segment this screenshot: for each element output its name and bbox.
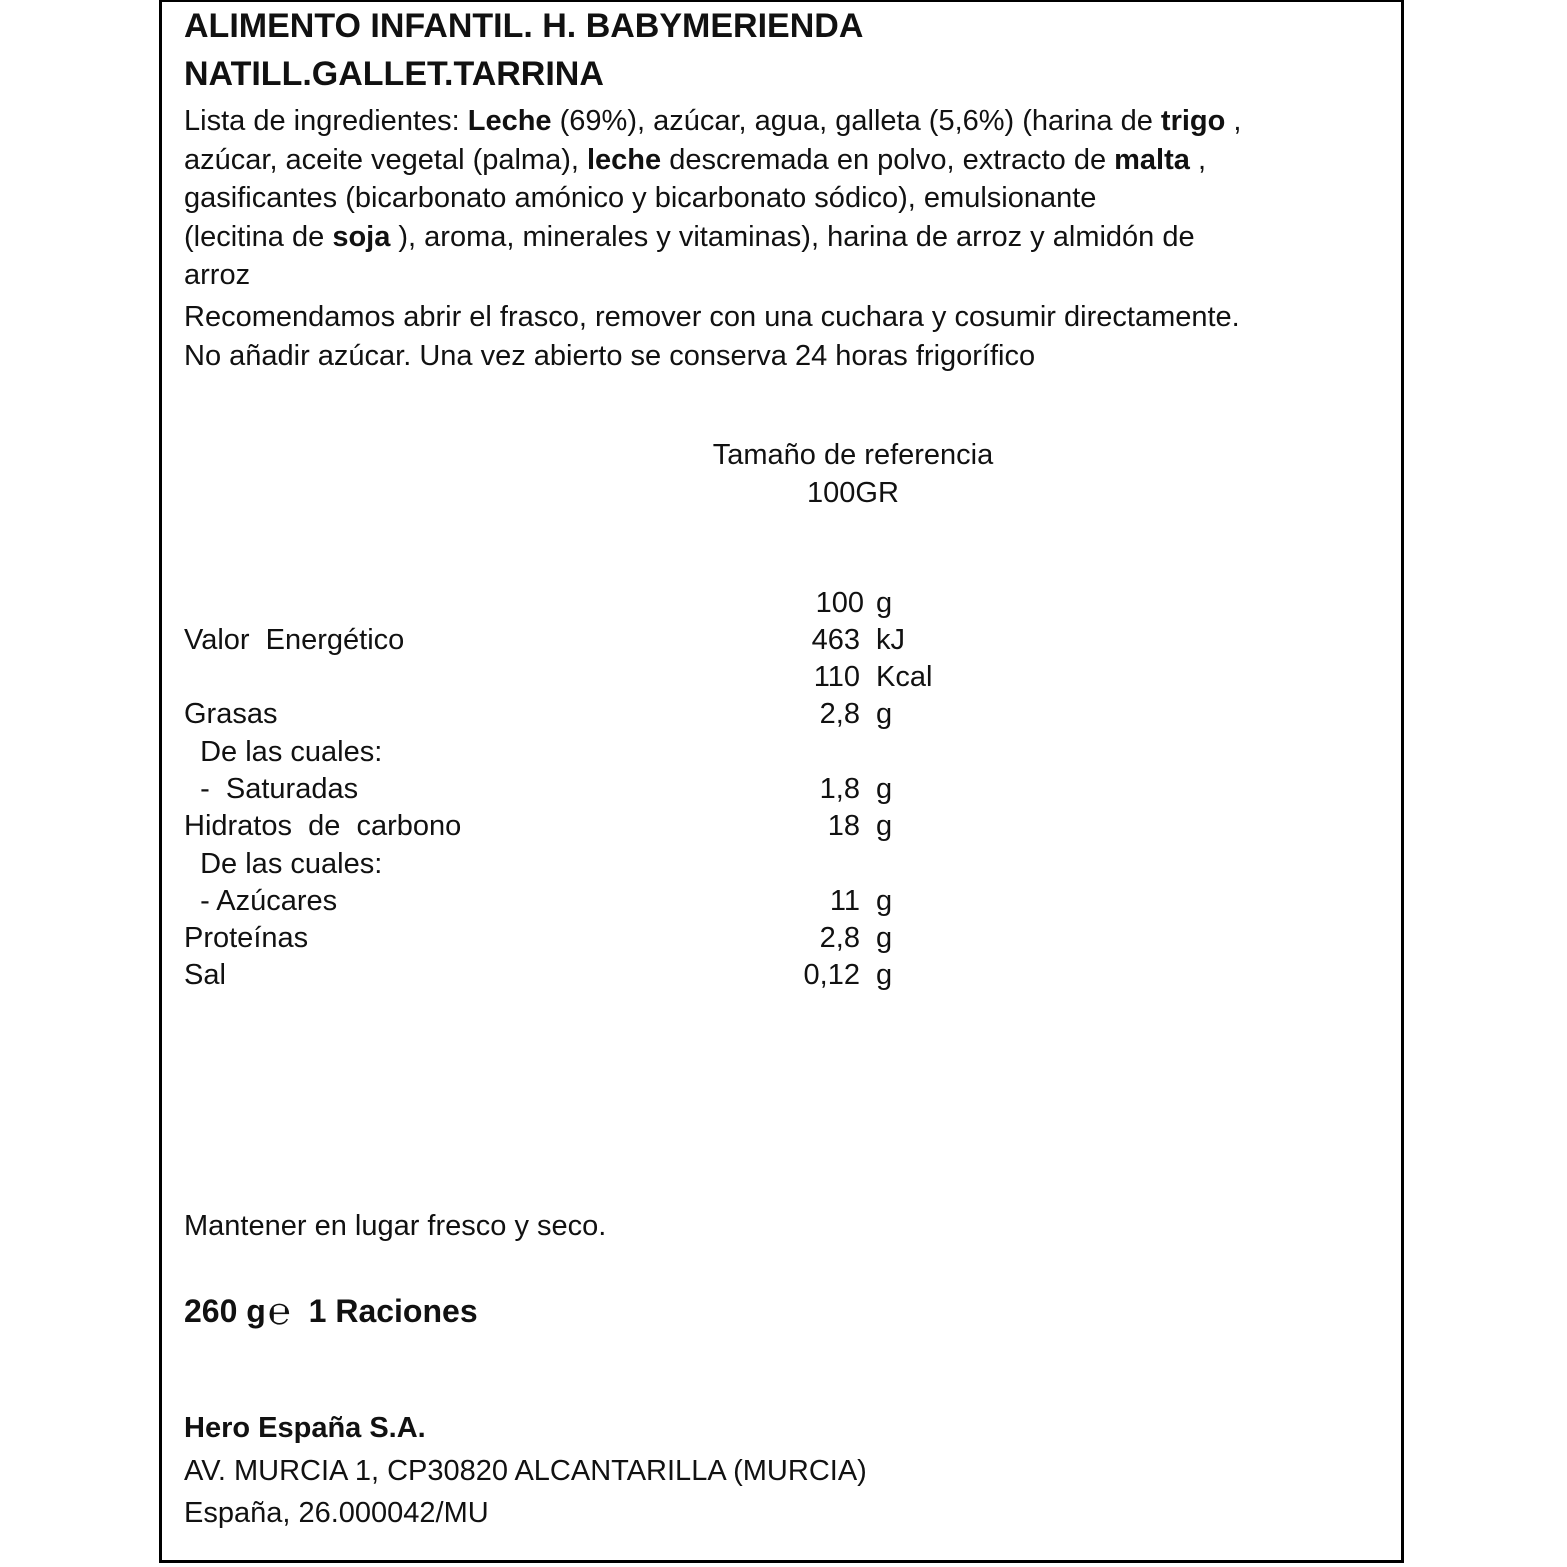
ingredients-text: ), aroma, minerales y vitaminas), harina de arroz y almidón de bbox=[390, 220, 1195, 253]
nutrient-label: - Saturadas bbox=[184, 773, 359, 805]
company-name: Hero España S.A. bbox=[184, 1412, 426, 1444]
nutrient-value: 11 bbox=[829, 885, 860, 917]
company-registration: España, 26.000042/MU bbox=[184, 1497, 489, 1529]
allergen-leche: leche bbox=[586, 143, 662, 176]
nutrition-row bbox=[184, 622, 1084, 659]
nutrient-label: De las cuales: bbox=[184, 736, 383, 768]
nutrient-unit: g bbox=[876, 698, 893, 730]
nutrient-value: 110 bbox=[813, 661, 860, 693]
nutrient-value: 18 bbox=[827, 810, 860, 842]
nutrient-unit: g bbox=[876, 885, 893, 917]
nutrient-label: Hidratos de carbono bbox=[184, 810, 462, 842]
usage-line1: Recomendamos abrir el frasco, remover con una cuchara y cosumir directamente. bbox=[184, 301, 1240, 333]
ingredients-line3: gasificantes (bicarbonato amónico y bicarbonato sódico), emulsionante bbox=[184, 182, 1097, 214]
ingredients-line5: arroz bbox=[184, 259, 251, 291]
nutrient-unit: g bbox=[876, 922, 893, 954]
nutrient-unit: g bbox=[876, 810, 893, 842]
nutrition-row bbox=[184, 659, 1084, 696]
ingredients-text: (lecitina de bbox=[184, 220, 333, 253]
allergen-leche: Leche bbox=[467, 105, 552, 137]
nutrition-row bbox=[184, 771, 1084, 808]
net-content bbox=[184, 1291, 478, 1331]
nutrient-label: Grasas bbox=[184, 698, 278, 730]
nutrition-row bbox=[184, 846, 1084, 883]
usage-line2: No añadir azúcar. Una vez abierto se conserva 24 horas frigorífico bbox=[184, 339, 1036, 372]
nutrient-label: De las cuales: bbox=[184, 848, 383, 880]
nutrient-value: 2,8 bbox=[819, 922, 860, 954]
nutrient-unit: g bbox=[876, 959, 893, 991]
nutrition-row bbox=[184, 920, 1084, 957]
allergen-soja: soja bbox=[332, 220, 391, 253]
nutrient-value: 2,8 bbox=[819, 698, 860, 730]
nutrient-unit: Kcal bbox=[876, 661, 933, 693]
nutrition-row bbox=[184, 808, 1084, 845]
servings: 1 Raciones bbox=[308, 1293, 478, 1329]
nutrition-header-num: 100 bbox=[815, 587, 864, 619]
company-address: AV. MURCIA 1, CP30820 ALCANTARILLA (MURCIA) bbox=[184, 1455, 867, 1487]
nutrition-row bbox=[184, 734, 1084, 771]
storage-instructions: Mantener en lugar fresco y seco. bbox=[184, 1210, 607, 1242]
nutrient-label: Proteínas bbox=[184, 922, 309, 954]
nutrient-label: Valor Energético bbox=[184, 624, 405, 656]
nutrient-value: 463 bbox=[811, 624, 860, 656]
nutrient-label: - Azúcares bbox=[184, 885, 338, 917]
nutrition-row bbox=[184, 957, 1084, 994]
ingredients-text: azúcar, aceite vegetal (palma), bbox=[184, 143, 587, 176]
allergen-trigo: trigo bbox=[1160, 105, 1226, 137]
nutrition-row bbox=[184, 883, 1084, 920]
ingredients-text: , bbox=[1189, 143, 1207, 176]
ingredients-text: descremada en polvo, extracto de bbox=[661, 143, 1115, 176]
ingredients-label: Lista de ingredientes: bbox=[184, 105, 468, 137]
ingredients-line4 bbox=[184, 218, 1195, 257]
ingredients-text: , bbox=[1225, 105, 1242, 137]
nutrient-unit: kJ bbox=[876, 624, 905, 656]
ingredients-line2 bbox=[184, 141, 1206, 180]
nutrition-row bbox=[184, 696, 1084, 733]
product-title-line1: ALIMENTO INFANTIL. H. BABYMERIENDA bbox=[184, 7, 864, 45]
net-weight: 260 g bbox=[184, 1293, 266, 1329]
nutrition-header-unit: g bbox=[876, 587, 893, 619]
nutrient-value: 1,8 bbox=[819, 773, 860, 805]
ingredients-text: (69%), azúcar, agua, galleta (5,6%) (harina de bbox=[551, 105, 1161, 137]
nutrient-value: 0,12 bbox=[803, 959, 860, 991]
estimated-sign-icon: ℮ bbox=[267, 1291, 291, 1333]
product-title-line2: NATILL.GALLET.TARRINA bbox=[184, 55, 604, 93]
nutrient-unit: g bbox=[876, 773, 893, 805]
allergen-malta: malta bbox=[1114, 143, 1190, 176]
nutrient-label: Sal bbox=[184, 959, 226, 991]
reference-size-value: 100GR bbox=[807, 477, 899, 509]
nutrition-column-header bbox=[184, 585, 1084, 622]
reference-size-label: Tamaño de referencia bbox=[712, 439, 994, 471]
ingredients-line1 bbox=[184, 102, 1241, 141]
